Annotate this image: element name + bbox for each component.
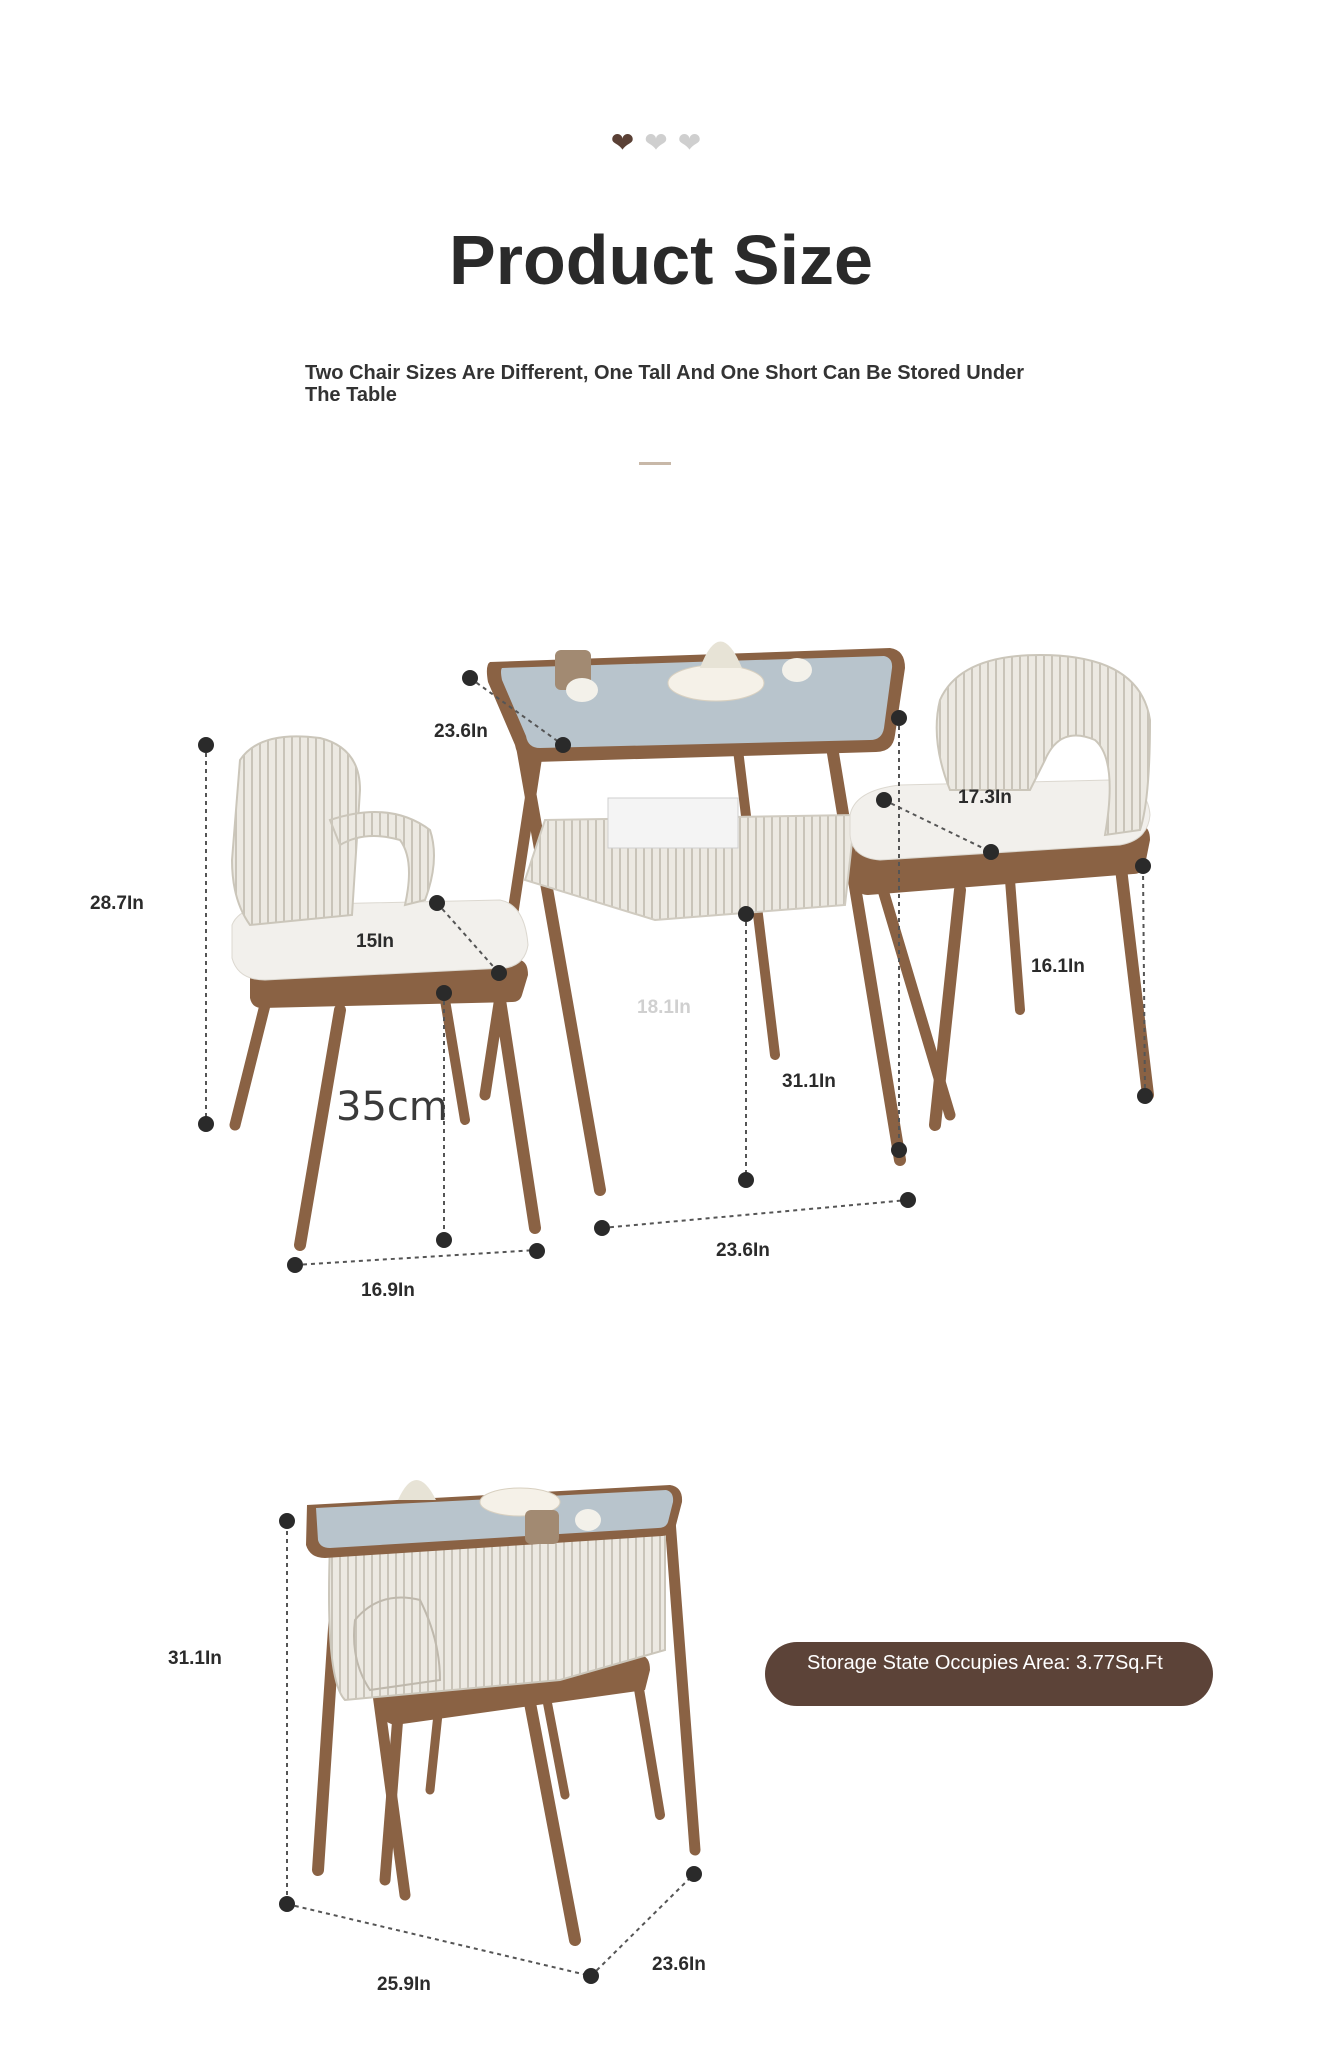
storage-height-label: 31.1In (168, 1648, 222, 1669)
table-height-label: 31.1In (782, 1071, 836, 1092)
tall-chair-seat-depth-label: 15In (356, 931, 395, 952)
heart-outline-icon[interactable]: ❤ (644, 127, 678, 158)
storage-depth-label: 23.6In (652, 1954, 706, 1975)
heart-filled-icon[interactable]: ❤ (610, 127, 645, 158)
page-subtitle: Two Chair Sizes Are Different, One Tall And One Short Can Be Stored Under The Table (305, 362, 1024, 406)
table-width-label: 23.6In (716, 1240, 770, 1261)
page-title: Product Size (449, 221, 873, 299)
short-chair-seat-depth-label: 17.3In (958, 787, 1012, 808)
tall-chair-seat-height-label: 35cm (336, 1084, 448, 1130)
storage-length-label: 25.9In (377, 1974, 431, 1995)
short-chair-height-label: 16.1In (1031, 956, 1085, 977)
tall-chair-width-label: 16.9In (361, 1280, 415, 1301)
heart-outline-icon[interactable]: ❤ (677, 127, 712, 158)
storage-area-badge: Storage State Occupies Area: 3.77Sq.Ft (765, 1642, 1213, 1706)
tall-chair-height-label: 28.7In (90, 893, 144, 914)
table-top-depth-label: 23.6In (434, 721, 488, 742)
storage-illustration (306, 1480, 695, 1940)
tall-chair-illustration (232, 736, 535, 1245)
table-shelf-height-label: 18.1In (637, 997, 691, 1018)
table-illustration (485, 642, 905, 1191)
